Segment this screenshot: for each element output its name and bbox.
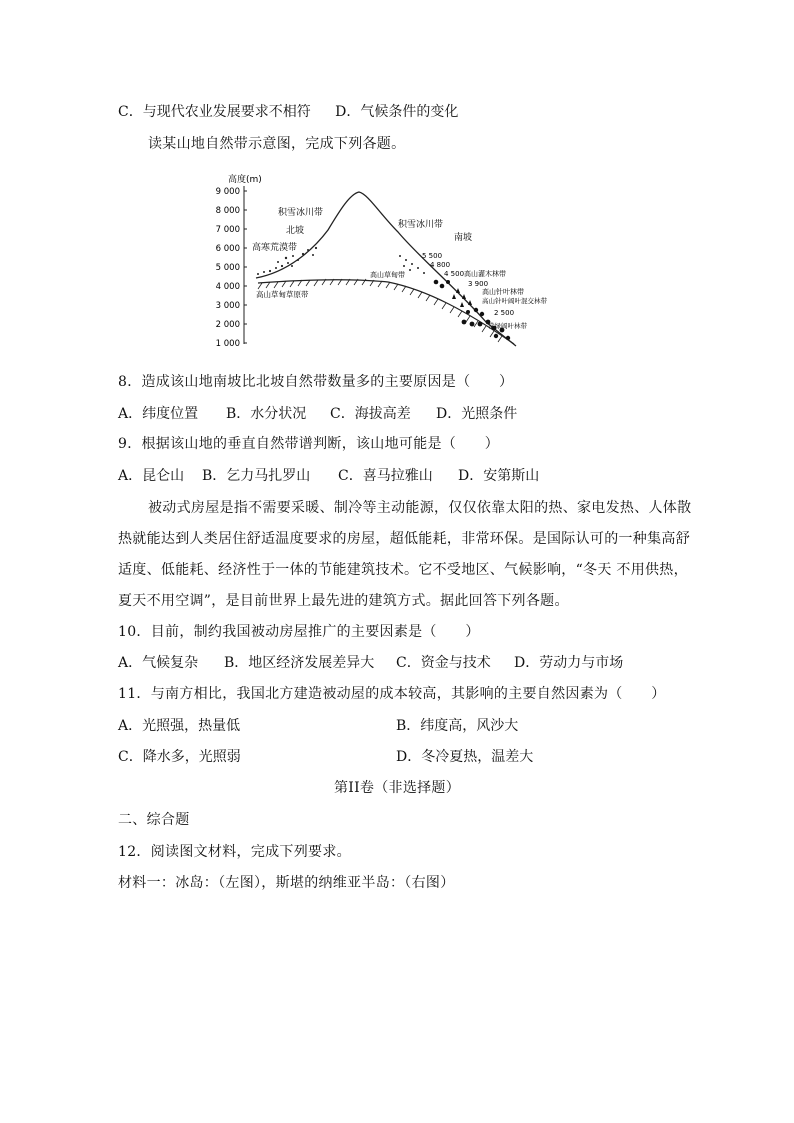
q8-option-d: D．光照条件 (436, 406, 518, 422)
q10-options (118, 653, 623, 673)
mountain-zone-diagram (215, 170, 547, 350)
y-tick: 3 000 (215, 301, 240, 311)
y-tick: 7 000 (215, 225, 240, 235)
q9-option-d: D．安第斯山 (458, 468, 540, 484)
q8-options (118, 404, 517, 424)
south-mixed-label: 高山针叶阔叶混交林带 (482, 297, 547, 305)
y-tick: 4 000 (215, 282, 240, 292)
q12-stem: 12．阅读图文材料，完成下列要求。 (118, 844, 351, 860)
q10-stem: 10．目前，制约我国被动房屋推广的主要因素是（ ） (118, 624, 480, 640)
q9-option-c: C．喜马拉雅山 (338, 468, 433, 484)
passage-line: 夏天不用空调”，是目前世界上最先进的建筑方式。据此回答下列各题。 (118, 593, 569, 609)
y-axis-title: 高度(m) (228, 175, 262, 185)
y-tick: 9 000 (215, 187, 240, 197)
q9-option-b: B．乞力马扎罗山 (202, 468, 311, 484)
south-conifer-label: 高山针叶林带 (482, 288, 524, 296)
prev-option-c: C．与现代农业发展要求不相符 (118, 104, 311, 120)
q11-option-d: D．冬冷夏热，温差大 (396, 749, 534, 765)
south-slope-label: 南坡 (454, 233, 473, 243)
q10-option-b: B．地区经济发展差异大 (224, 655, 375, 671)
q9-option-a: A．昆仑山 (118, 468, 185, 484)
height-label: 4 500 (444, 270, 465, 278)
passage-line: 热就能达到人类居住舒适温度要求的房屋，超低能耗，非常环保。是国际认可的一种集高舒 (118, 531, 690, 547)
y-tick: 2 000 (215, 320, 240, 330)
height-label: 3 900 (468, 280, 489, 288)
q11-options-row1 (118, 716, 678, 736)
section-heading: 二、综合题 (118, 812, 190, 828)
q11-stem: 11．与南方相比，我国北方建造被动屋的成本较高，其影响的主要自然因素为（ ） (118, 686, 666, 702)
q8-stem: 8．造成该山地南坡比北坡自然带数量多的主要原因是（ ） (118, 374, 514, 390)
q10-option-d: D．劳动力与市场 (514, 655, 624, 671)
q10-option-c: C．资金与技术 (396, 655, 491, 671)
section-title: 第II卷（非选择题） (333, 780, 461, 796)
q12-material: 材料一：冰岛：（左图），斯堪的纳维亚半岛：（右图） (118, 875, 455, 891)
height-label: 2 500 (494, 309, 515, 317)
q8-option-a: A．纬度位置 (118, 406, 199, 422)
north-desert-label: 高寒荒漠带 (252, 243, 298, 253)
passage-line: 适度、低能耗、经济性于一体的节能建筑技术。它不受地区、气候影响，“冬天 不用供热， (118, 562, 688, 578)
prev-option-d: D．气候条件的变化 (335, 104, 459, 120)
south-snow-label: 积雪冰川带 (398, 220, 444, 230)
south-evergreen-label: 常绿阔叶林带 (488, 322, 527, 330)
y-tick: 1 000 (215, 339, 240, 349)
passage-line: 被动式房屋是指不需要采暖、制冷等主动能源，仅仅依靠太阳的热、家电发热、人体散 (148, 500, 692, 516)
y-tick: 6 000 (215, 244, 240, 254)
south-shrub-label: 高山灌木林带 (464, 270, 506, 278)
height-label: 5 500 (422, 252, 443, 260)
y-tick: 8 000 (215, 206, 240, 216)
q11-option-c: C．降水多，光照弱 (118, 749, 241, 765)
q9-stem: 9．根据该山地的垂直自然带谱判断，该山地可能是（ ） (118, 436, 500, 452)
q9-options (118, 466, 539, 486)
q10-option-a: A．气候复杂 (118, 655, 199, 671)
q8-option-c: C．海拔高差 (330, 406, 411, 422)
base-hatching (258, 279, 502, 342)
y-tick: 5 000 (215, 263, 240, 273)
q8-option-b: B．水分状况 (226, 406, 307, 422)
north-slope-label: 北坡 (286, 226, 305, 236)
q11-option-b: B．纬度高，风沙大 (396, 718, 519, 734)
north-steppe-label: 高山草甸草原带 (256, 290, 309, 299)
north-snow-label: 积雪冰川带 (278, 208, 324, 218)
height-label: 4 800 (430, 261, 451, 269)
prev-options-row (118, 102, 458, 122)
q11-options-row2 (118, 747, 678, 767)
south-meadow-label: 高山草甸带 (370, 271, 405, 279)
q11-option-a: A．光照强，热量低 (118, 718, 241, 734)
figure-intro: 读某山地自然带示意图，完成下列各题。 (148, 136, 406, 152)
